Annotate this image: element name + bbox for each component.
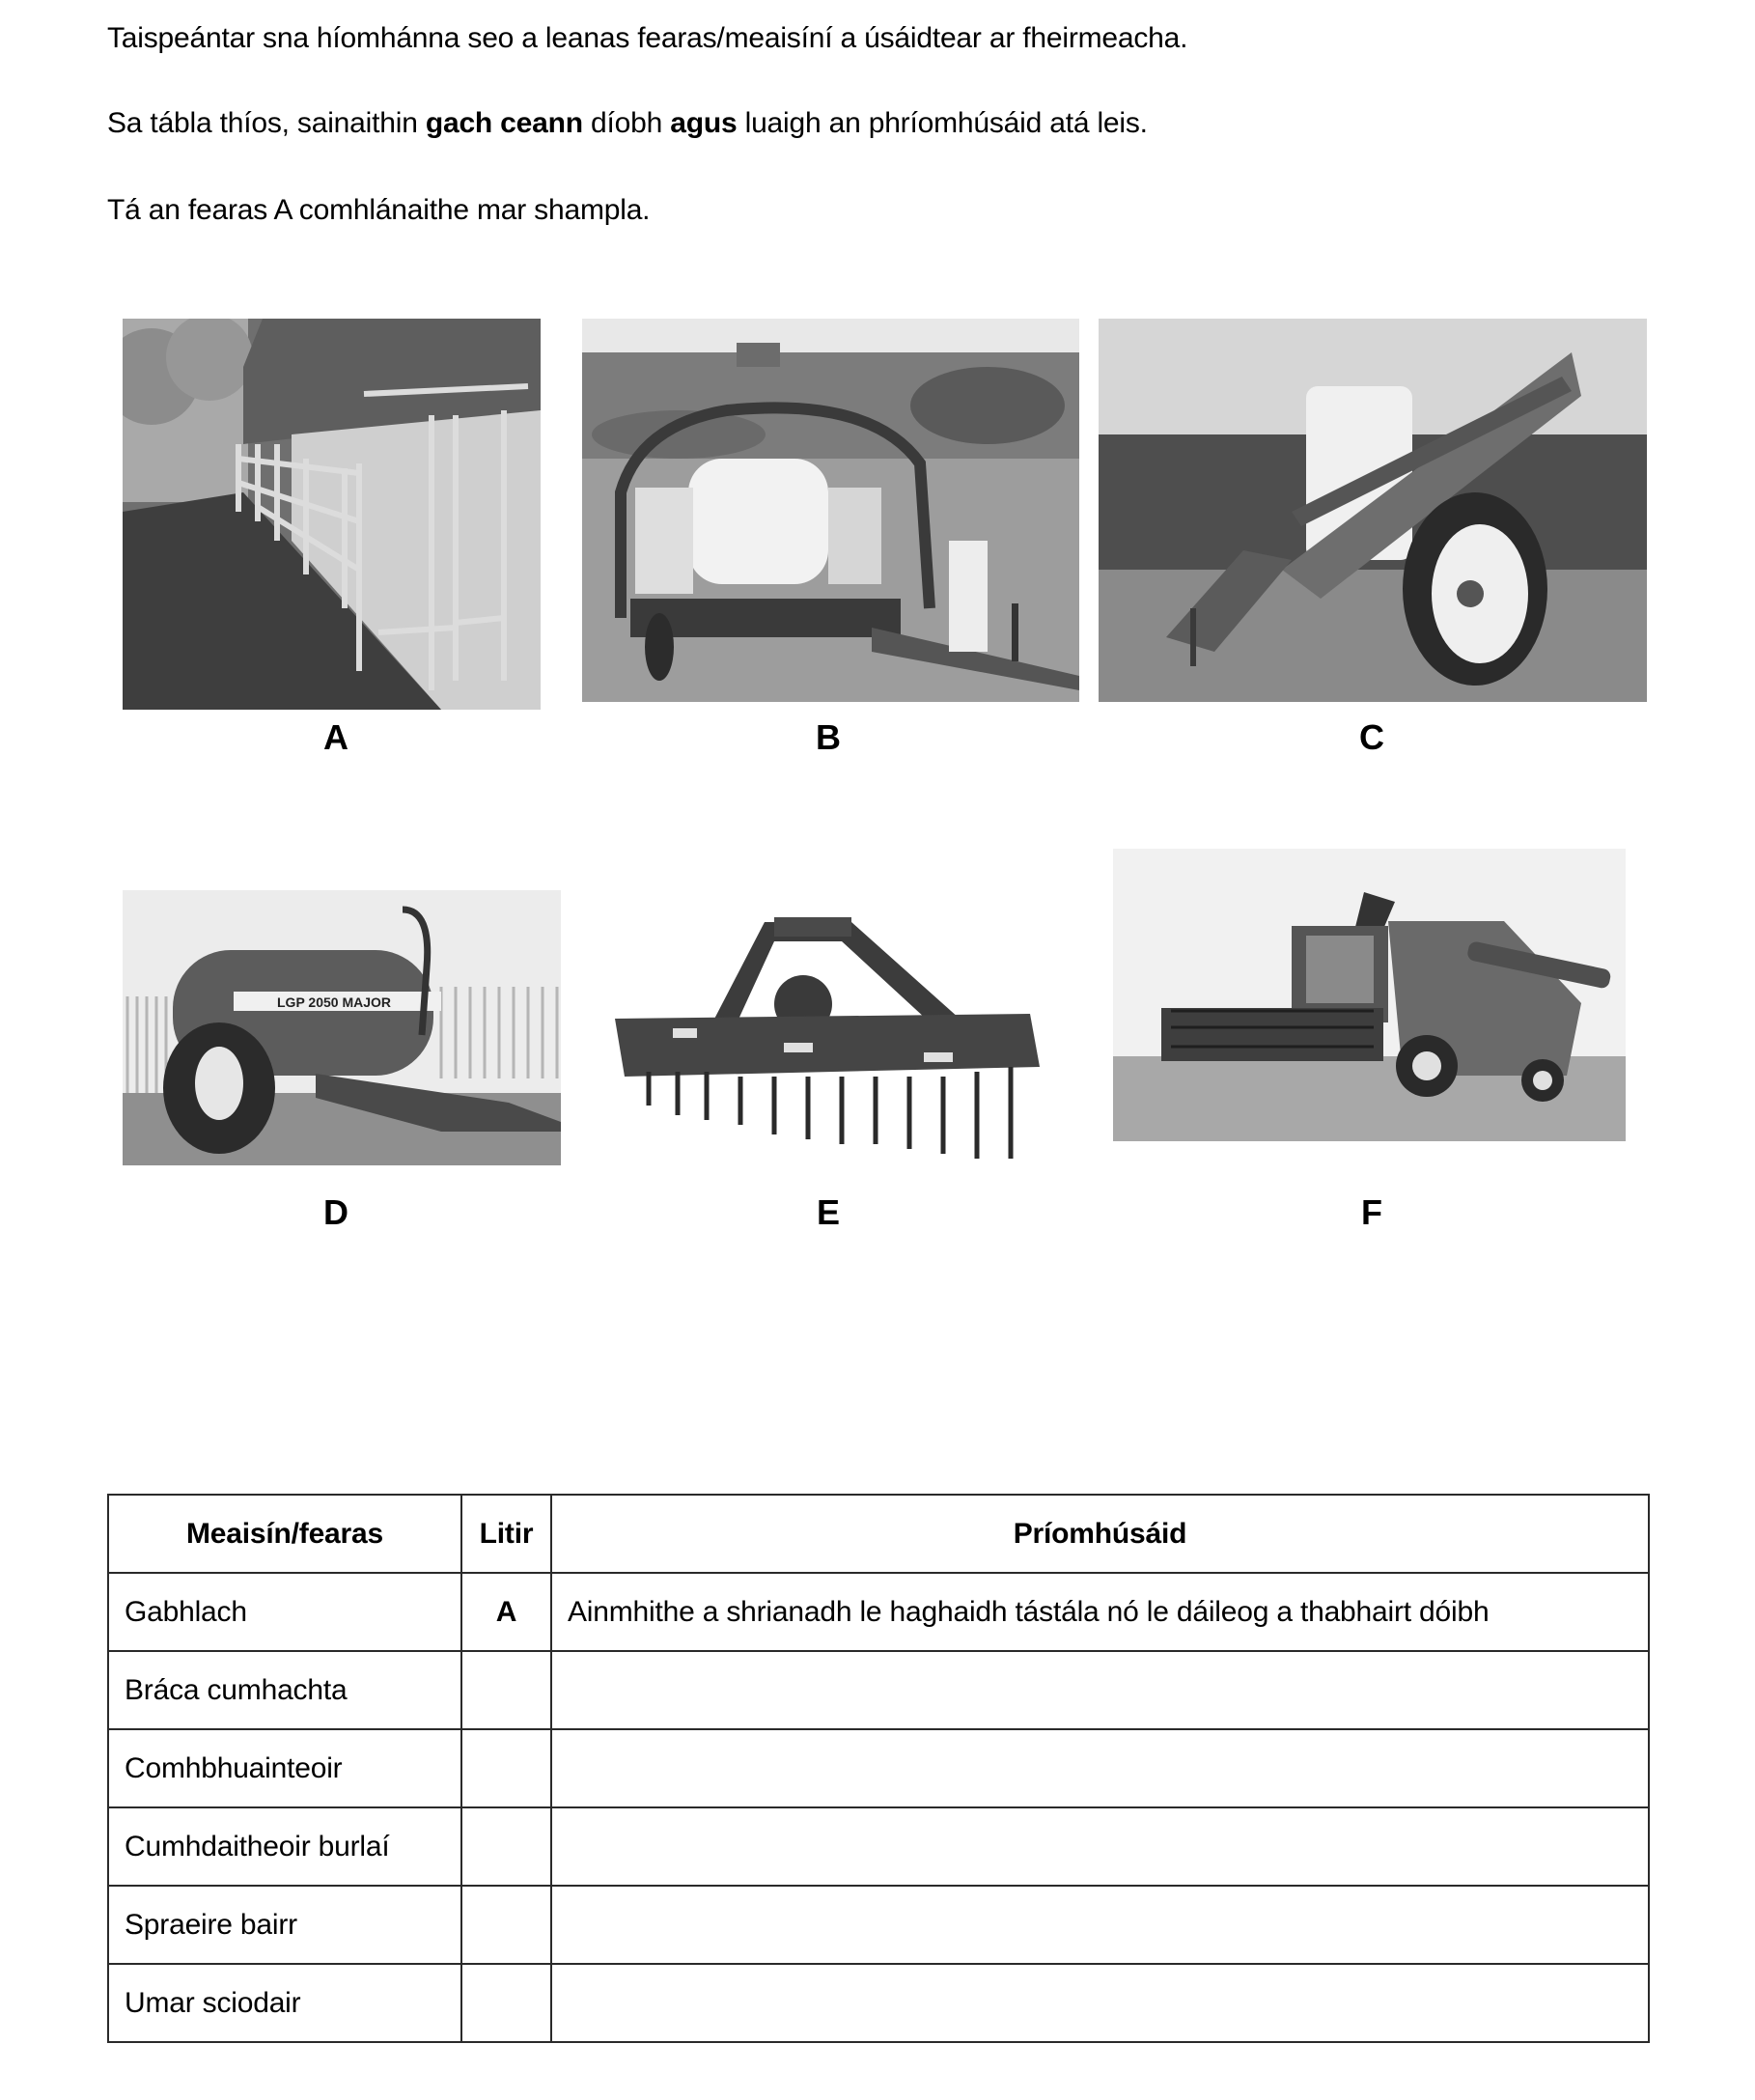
machine-name-cell: Gabhlach bbox=[108, 1573, 461, 1651]
image-b-bale-wrapper bbox=[582, 319, 1079, 702]
image-label-e: E bbox=[816, 1192, 840, 1232]
instruction-emphasis: agus bbox=[670, 107, 738, 139]
table-row bbox=[108, 1886, 1649, 1964]
main-use-cell: Ainmhithe a shrianadh le haghaidh tástála nó le dáileog a thabhairt dóibh bbox=[551, 1573, 1649, 1651]
image-label-f: F bbox=[1361, 1192, 1382, 1232]
instruction-line-1: Taispeántar sna híomhánna seo a leanas fearas/meaisíní a úsáidtear ar fheirmeacha. bbox=[107, 22, 1188, 54]
header-machine: Meaisín/fearas bbox=[108, 1495, 461, 1573]
machine-name-cell: Spraeire bairr bbox=[108, 1886, 461, 1964]
image-label-a: A bbox=[323, 717, 348, 757]
main-use-answer-cell[interactable] bbox=[551, 1807, 1649, 1886]
answer-table bbox=[107, 1494, 1650, 2043]
image-a-cattle-yoke bbox=[123, 319, 541, 710]
image-c-crop-sprayer bbox=[1099, 319, 1647, 702]
machine-name-cell: Comhbhuainteoir bbox=[108, 1729, 461, 1807]
instruction-text: Sa tábla thíos, sainaithin bbox=[107, 107, 426, 139]
table-row bbox=[108, 1729, 1649, 1807]
image-f-combine-harvester bbox=[1113, 849, 1626, 1141]
header-letter: Litir bbox=[461, 1495, 551, 1573]
letter-answer-cell[interactable] bbox=[461, 1964, 551, 2042]
letter-answer-cell[interactable] bbox=[461, 1729, 551, 1807]
instruction-emphasis: gach ceann bbox=[425, 107, 583, 139]
letter-cell: A bbox=[461, 1573, 551, 1651]
image-label-b: B bbox=[816, 717, 841, 757]
machine-name-cell: Cumhdaitheoir burlaí bbox=[108, 1807, 461, 1886]
table-row bbox=[108, 1573, 1649, 1651]
letter-answer-cell[interactable] bbox=[461, 1886, 551, 1964]
image-e-power-harrow bbox=[605, 898, 1045, 1168]
table-row bbox=[108, 1651, 1649, 1729]
tanker-decal-text: LGP 2050 MAJOR bbox=[277, 994, 392, 1010]
table-row bbox=[108, 1964, 1649, 2042]
instruction-line-3: Tá an fearas A comhlánaithe mar shampla. bbox=[107, 194, 651, 226]
table-row bbox=[108, 1807, 1649, 1886]
image-label-d: D bbox=[323, 1192, 348, 1232]
instruction-text: díobh bbox=[582, 107, 671, 139]
letter-answer-cell[interactable] bbox=[461, 1807, 551, 1886]
main-use-answer-cell[interactable] bbox=[551, 1886, 1649, 1964]
letter-answer-cell[interactable] bbox=[461, 1651, 551, 1729]
main-use-answer-cell[interactable] bbox=[551, 1729, 1649, 1807]
instruction-line-2 bbox=[107, 106, 1148, 141]
main-use-answer-cell[interactable] bbox=[551, 1964, 1649, 2042]
image-d-slurry-tanker bbox=[123, 890, 561, 1165]
main-use-answer-cell[interactable] bbox=[551, 1651, 1649, 1729]
header-main-use: Príomhúsáid bbox=[551, 1495, 1649, 1573]
table-header-row bbox=[108, 1495, 1649, 1573]
machine-name-cell: Umar sciodair bbox=[108, 1964, 461, 2042]
instruction-text: luaigh an phríomhúsáid atá leis. bbox=[737, 107, 1148, 139]
image-label-c: C bbox=[1359, 717, 1384, 757]
machine-name-cell: Bráca cumhachta bbox=[108, 1651, 461, 1729]
